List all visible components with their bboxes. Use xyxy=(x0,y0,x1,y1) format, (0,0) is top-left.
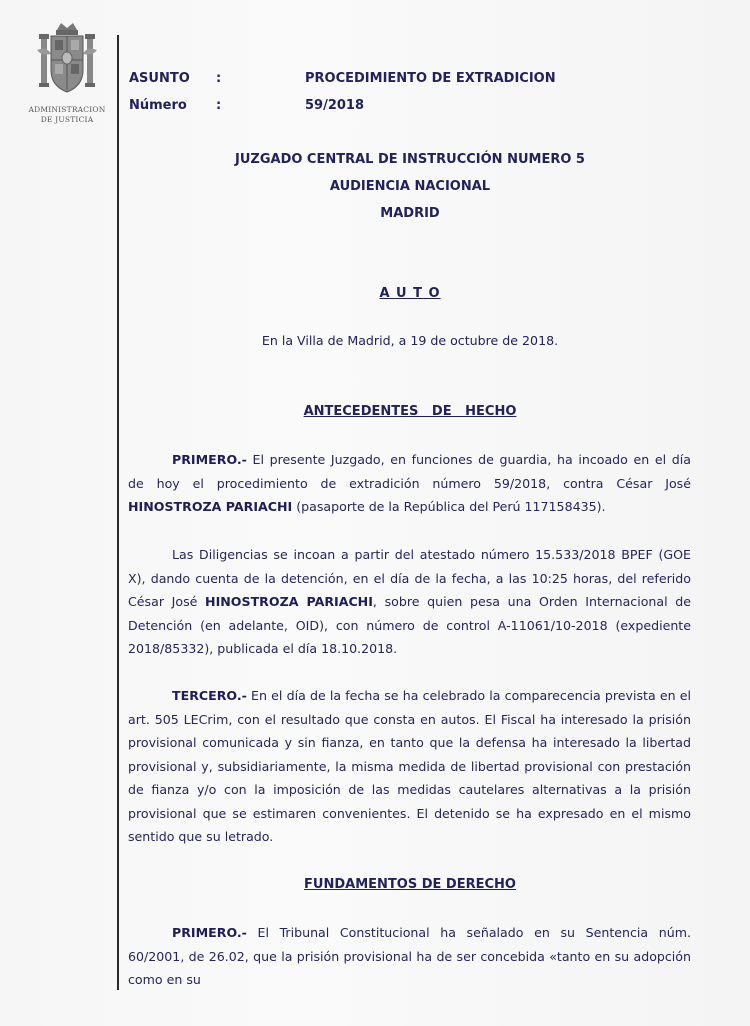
coat-of-arms-logo xyxy=(22,20,112,128)
asunto-value: PROCEDIMIENTO DE EXTRADICION xyxy=(305,71,556,86)
paragraph-lead: PRIMERO.- xyxy=(172,452,247,467)
fundamentos-heading: FUNDAMENTOS DE DERECHO xyxy=(304,877,516,892)
paragraph-tercero xyxy=(128,684,691,849)
auto-title: A U T O xyxy=(379,286,441,301)
margin-rule xyxy=(117,35,119,990)
logo-text-line2: DE JUSTICIA xyxy=(40,115,94,124)
logo-text-line1: ADMINISTRACION xyxy=(28,105,106,114)
court-city: MADRID xyxy=(380,206,440,221)
paragraph-diligencias xyxy=(128,543,691,661)
court-name: JUZGADO CENTRAL DE INSTRUCCIÓN NUMERO 5 xyxy=(235,152,585,167)
paragraph-lead: PRIMERO.- xyxy=(172,925,247,940)
paragraph-text: En el día de la fecha se ha celebrado la comparecencia prevista en el art. 505 LECrim, con el resultado que consta en autos. El Fiscal ha interesado la prisión provisional comunicada y sin fianza, en tanto que la defensa ha interesado la libertad provisional y, subsidiariamente, la misma medida de libertad provisional con prestación de fianza y/o con la imposición de las medidas cautelares alternativas a la prisión provisional que se estimaren convenientes. El detenido se ha expresado en el mismo sentido que su letrado. xyxy=(128,688,691,844)
court-institution: AUDIENCIA NACIONAL xyxy=(329,179,491,194)
antecedentes-heading: ANTECEDENTES DE HECHO xyxy=(303,404,517,419)
paragraph-text: El Tribunal Constitucional ha señalado en su Sentencia núm. 60/2001, de 26.02, que la prisión provisional ha de ser concebida «tanto en su adopción como en su xyxy=(128,925,691,987)
defendant-name: HINOSTROZA PARIACHI xyxy=(205,594,373,609)
paragraph-text: (pasaporte de la República del Perú 117158435). xyxy=(292,499,606,514)
paragraph-fundamento-primero xyxy=(128,921,691,992)
paragraph-primero xyxy=(128,448,691,519)
paragraph-text: El presente Juzgado, en funciones de guardia, ha incoado en el día de hoy el procedimiento de extradición número 59/2018, contra César José xyxy=(128,452,691,491)
coat-of-arms-icon xyxy=(37,20,97,102)
paragraph-lead: TERCERO.- xyxy=(172,688,247,703)
numero-colon: : xyxy=(216,98,222,113)
numero-label: Número xyxy=(129,98,187,113)
defendant-name: HINOSTROZA PARIACHI xyxy=(128,499,293,514)
asunto-colon: : xyxy=(216,71,222,86)
paragraph-text: , sobre quien pesa una Orden Internacional de Detención (en adelante, OID), con número de control A-11061/10-2018 (expediente 2018/85332), publicada el día 18.10.2018. xyxy=(128,594,692,656)
numero-value: 59/2018 xyxy=(305,98,365,113)
place-date: En la Villa de Madrid, a 19 de octubre de 2018. xyxy=(261,333,559,348)
paragraph-text: Las Diligencias se incoan a partir del atestado número 15.533/2018 BPEF (GOE X), dando cuenta de la detención, en el día de la fecha, a las 10:25 horas, del referido César José xyxy=(128,547,691,609)
asunto-label: ASUNTO xyxy=(129,71,190,86)
